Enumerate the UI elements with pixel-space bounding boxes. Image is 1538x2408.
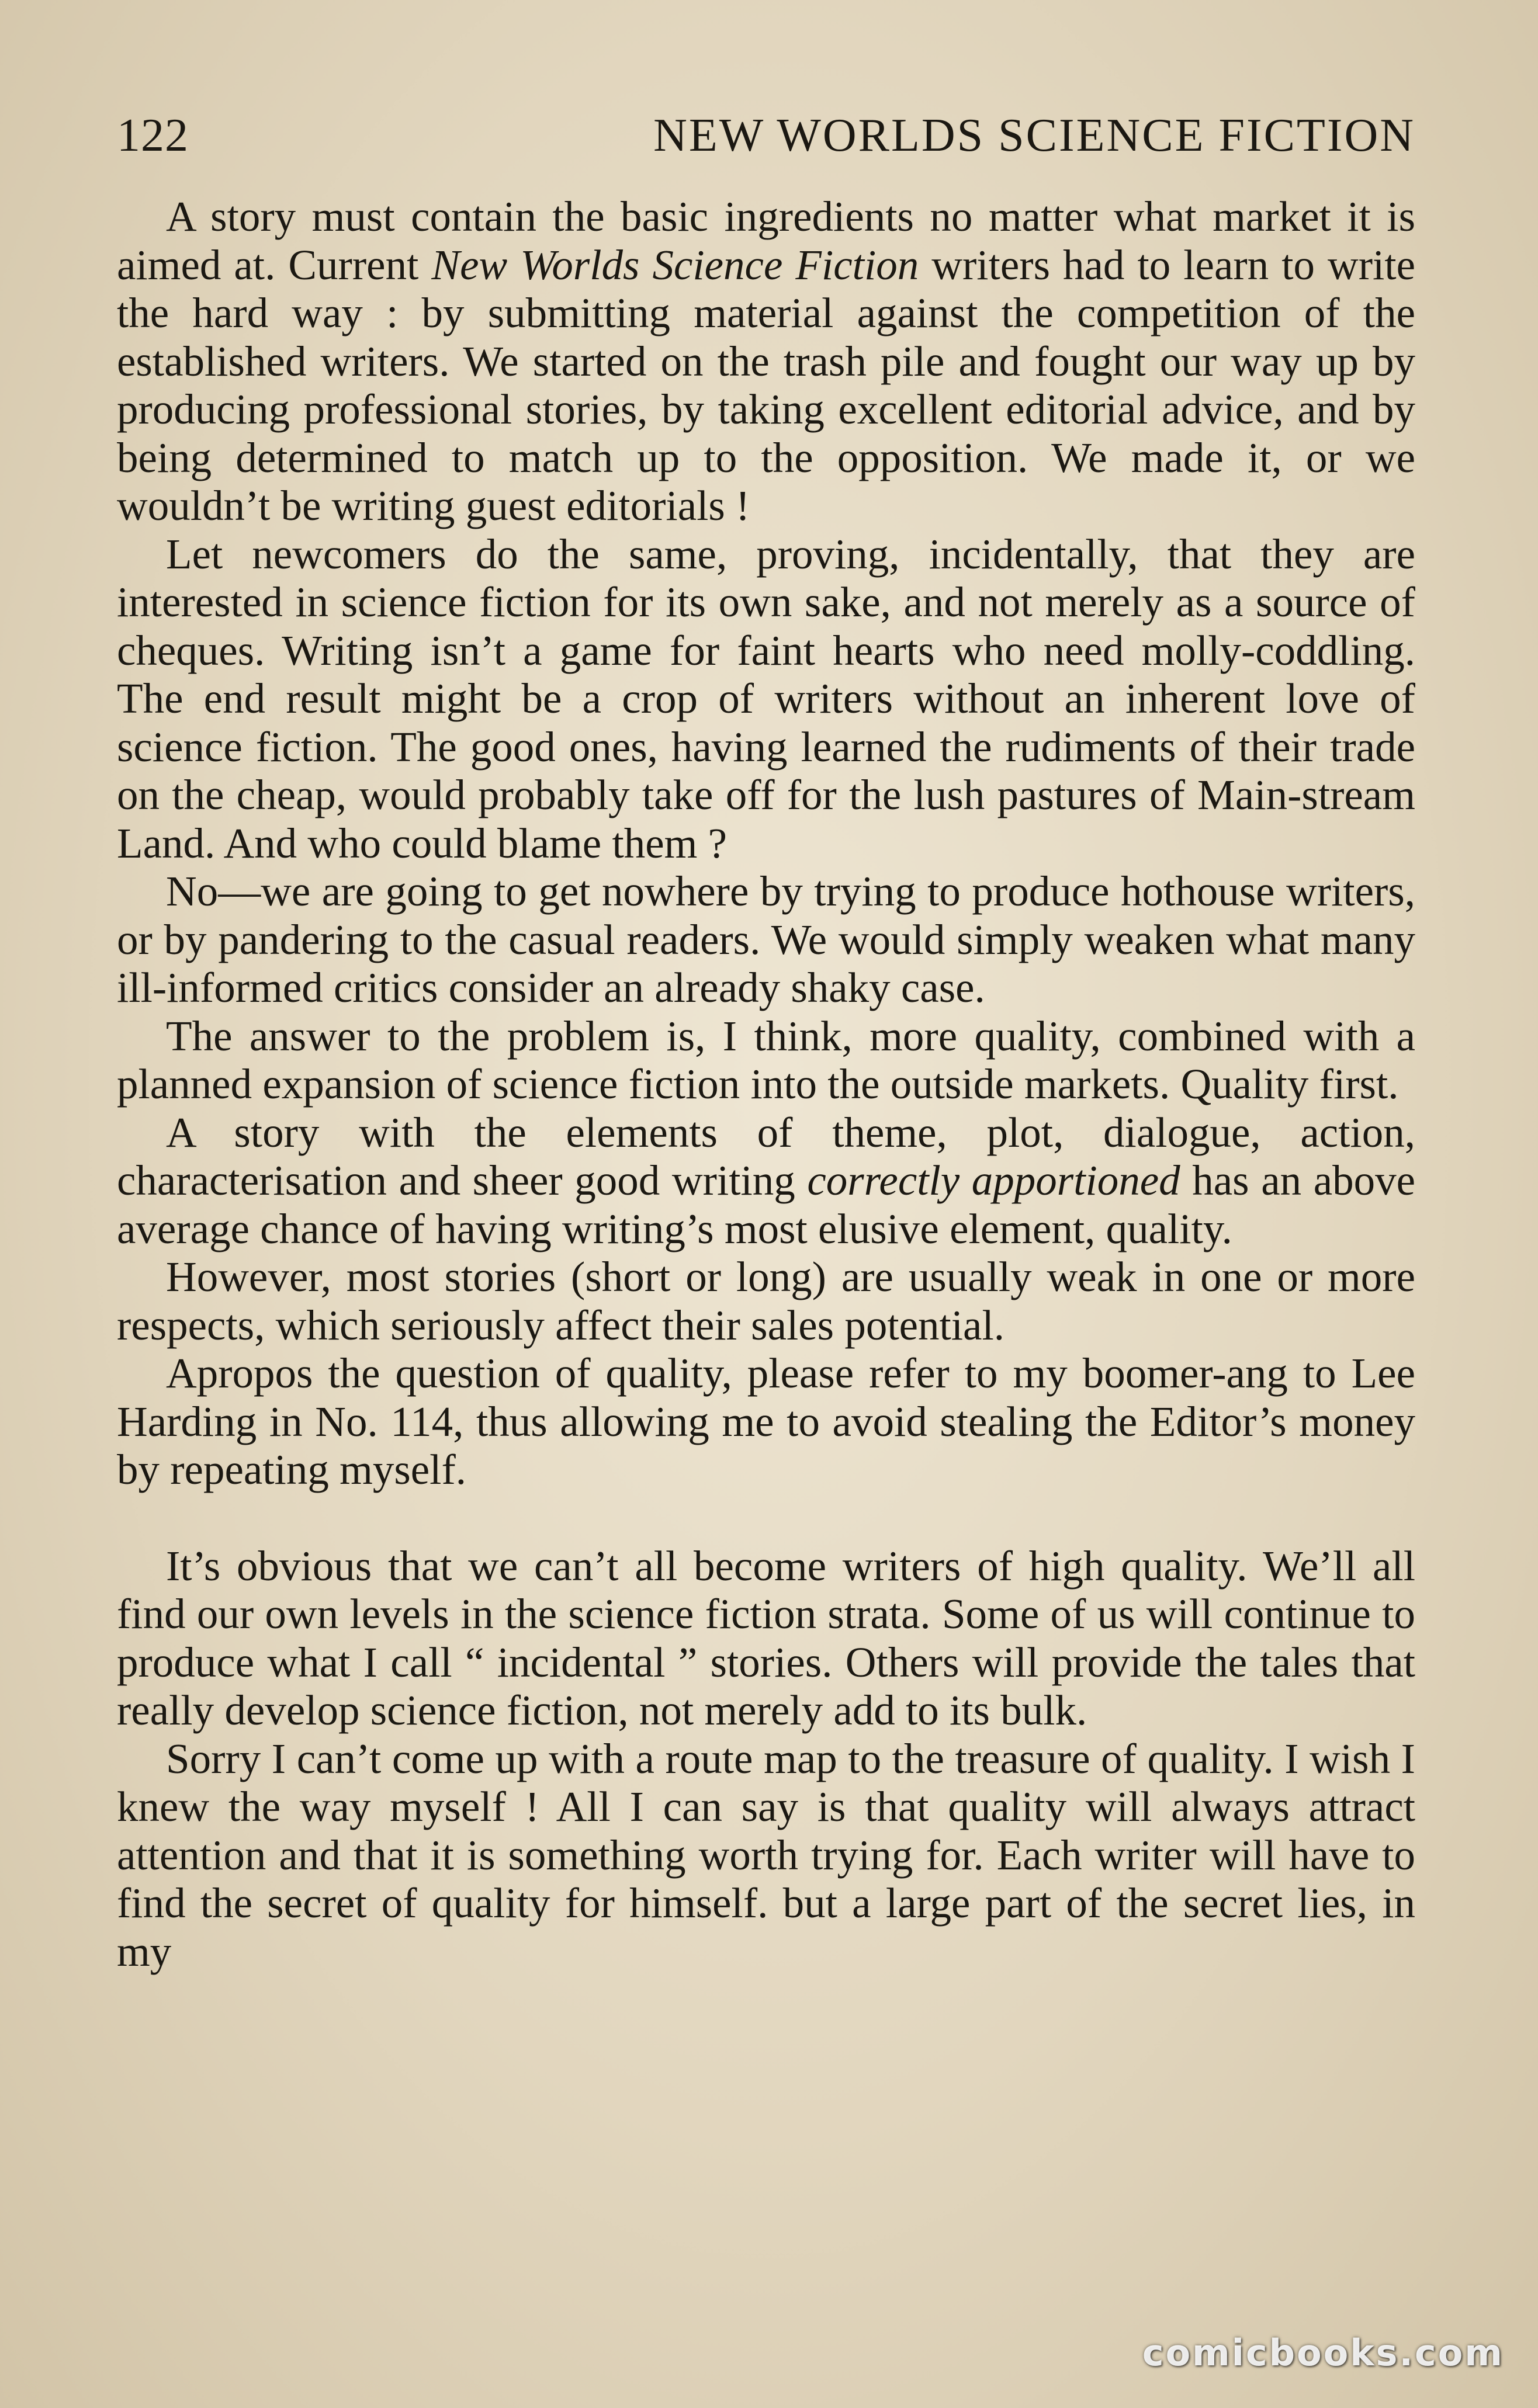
watermark-logo: comicbooks.com (1142, 2331, 1504, 2374)
paragraph: A story with the elements of theme, plot, dialogue, action, characterisation and sheer good writing correctly apportioned has an above average chance of having writing’s most elusive element, quality. (117, 1108, 1416, 1252)
page-header (117, 100, 1415, 171)
page-number: 122 (117, 110, 189, 161)
paragraph: No—we are going to get nowhere by trying to produce hothouse writers, or by pandering to the casual readers. We would simply weaken what many ill-informed critics consider an already shaky case. (117, 868, 1415, 1011)
article-body (117, 193, 1415, 1976)
emphasis-italic: correctly apportioned (807, 1157, 1180, 1204)
paragraph: Apropos the question of quality, please refer to my boomer-ang to Lee Harding in No. 114, thus allowing me to avoid stealing the Editor’s money by repeating myself. (117, 1349, 1415, 1493)
paragraph: It’s obvious that we can’t all become writers of high quality. We’ll all find our own levels in the science fiction strata. Some of us will continue to produce what I call “ incidental ” stories. Others will provide the tales that really develop science fiction, not merely add to its bulk. (117, 1542, 1415, 1734)
paragraph: The answer to the problem is, I think, more quality, combined with a planned expansion of science fiction into the outside markets. Quality first. (117, 1012, 1415, 1108)
paragraph: However, most stories (short or long) are usually weak in one or more respects, which seriously affect their sales potential. (117, 1253, 1415, 1349)
magazine-title-italic: New Worlds Science Fiction (431, 241, 919, 289)
paragraph: Sorry I can’t come up with a route map to the treasure of quality. I wish I knew the way myself ! All I can say is that quality will always attract attention and that it is something worth trying for. Each writer will have to find the secret of quality for himself. but a large part of the secret lies, in my (117, 1734, 1415, 1975)
paragraph: A story must contain the basic ingredients no matter what market it is aimed at. Current New Worlds Science Fiction writers had to learn to write the hard way : by submitting material against the competition of the established writers. We started on the trash pile and fought our way up by producing professional stories, by taking excellent editorial advice, and by being determined to match up to the opposition. We made it, or we wouldn’t be writing guest editorials ! (117, 193, 1416, 529)
running-title: NEW WORLDS SCIENCE FICTION (653, 110, 1415, 161)
paragraph: Let newcomers do the same, proving, incidentally, that they are interested in science fiction for its own sake, and not merely as a source of cheques. Writing isn’t a game for faint hearts who need molly-coddling. The end result might be a crop of writers without an inherent love of science fiction. The good ones, having learned the rudiments of their trade on the cheap, would probably take off for the lush pastures of Main-stream Land. And who could blame them ? (117, 530, 1415, 867)
